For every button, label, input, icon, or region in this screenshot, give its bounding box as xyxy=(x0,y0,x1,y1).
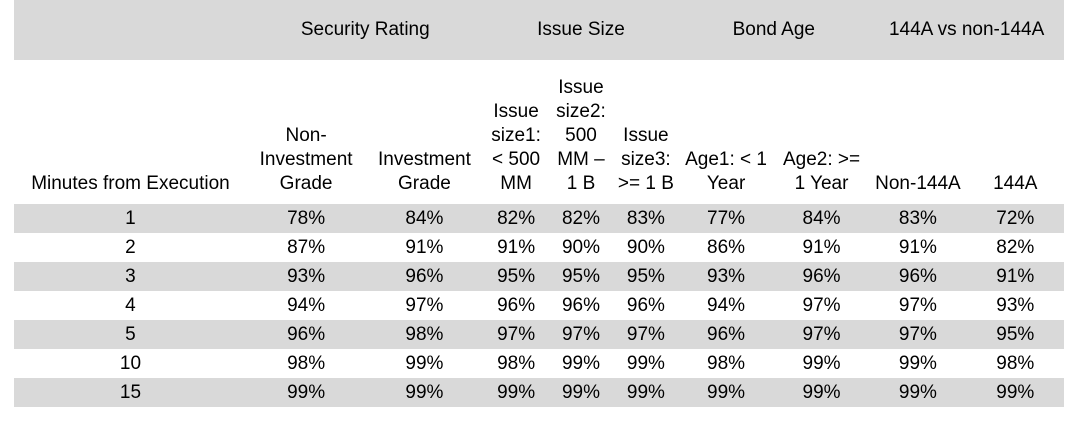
cell-non-144a: 83% xyxy=(869,204,966,233)
group-header-row xyxy=(14,0,1064,60)
cell-issue-size3: 83% xyxy=(613,204,678,233)
cell-age2: 91% xyxy=(774,233,869,262)
table-row xyxy=(14,262,1064,291)
cell-issue-size2: 95% xyxy=(549,262,614,291)
table-row xyxy=(14,349,1064,378)
table-row xyxy=(14,291,1064,320)
cell-issue-size2: 99% xyxy=(549,349,614,378)
cell-144a: 98% xyxy=(967,349,1064,378)
cell-age2: 97% xyxy=(774,320,869,349)
cell-age1: 96% xyxy=(678,320,773,349)
cell-non-144a: 97% xyxy=(869,291,966,320)
cell-age1: 98% xyxy=(678,349,773,378)
cell-non-investment-grade: 78% xyxy=(247,204,365,233)
cell-issue-size2: 82% xyxy=(549,204,614,233)
cell-non-144a: 99% xyxy=(869,349,966,378)
cell-issue-size1: 98% xyxy=(484,349,549,378)
cell-minutes: 1 xyxy=(14,204,247,233)
group-header-security-rating: Security Rating xyxy=(247,0,484,60)
cell-age1: 94% xyxy=(678,291,773,320)
column-header-minutes-from-execution: Minutes from Execution xyxy=(14,60,247,204)
cell-144a: 82% xyxy=(967,233,1064,262)
cell-minutes: 2 xyxy=(14,233,247,262)
cell-investment-grade: 99% xyxy=(365,378,483,407)
cell-investment-grade: 91% xyxy=(365,233,483,262)
cell-investment-grade: 99% xyxy=(365,349,483,378)
cell-144a: 93% xyxy=(967,291,1064,320)
cell-issue-size1: 82% xyxy=(484,204,549,233)
cell-issue-size2: 96% xyxy=(549,291,614,320)
column-header-age1: Age1: < 1 Year xyxy=(678,60,773,204)
group-header-blank xyxy=(14,0,247,60)
cell-investment-grade: 84% xyxy=(365,204,483,233)
cell-investment-grade: 96% xyxy=(365,262,483,291)
cell-non-investment-grade: 87% xyxy=(247,233,365,262)
column-header-non-144a: Non-144A xyxy=(869,60,966,204)
cell-non-144a: 97% xyxy=(869,320,966,349)
column-header-age2: Age2: >= 1 Year xyxy=(774,60,869,204)
cell-issue-size2: 97% xyxy=(549,320,614,349)
cell-age1: 93% xyxy=(678,262,773,291)
cell-age2: 99% xyxy=(774,378,869,407)
cell-age2: 84% xyxy=(774,204,869,233)
cell-144a: 91% xyxy=(967,262,1064,291)
cell-non-investment-grade: 94% xyxy=(247,291,365,320)
cell-issue-size1: 91% xyxy=(484,233,549,262)
cell-minutes: 3 xyxy=(14,262,247,291)
cell-issue-size3: 95% xyxy=(613,262,678,291)
cell-investment-grade: 97% xyxy=(365,291,483,320)
cell-issue-size3: 99% xyxy=(613,378,678,407)
cell-age2: 96% xyxy=(774,262,869,291)
cell-non-144a: 99% xyxy=(869,378,966,407)
cell-issue-size3: 90% xyxy=(613,233,678,262)
group-header-bond-age: Bond Age xyxy=(678,0,869,60)
table-row xyxy=(14,204,1064,233)
cell-age1: 86% xyxy=(678,233,773,262)
group-header-144a: 144A vs non-144A xyxy=(869,0,1064,60)
cell-issue-size3: 96% xyxy=(613,291,678,320)
cell-issue-size3: 97% xyxy=(613,320,678,349)
cell-issue-size2: 99% xyxy=(549,378,614,407)
cell-144a: 95% xyxy=(967,320,1064,349)
cell-issue-size3: 99% xyxy=(613,349,678,378)
cell-non-investment-grade: 96% xyxy=(247,320,365,349)
table-row xyxy=(14,320,1064,349)
cell-issue-size1: 97% xyxy=(484,320,549,349)
bond-execution-table xyxy=(14,0,1064,407)
cell-non-investment-grade: 93% xyxy=(247,262,365,291)
cell-age2: 99% xyxy=(774,349,869,378)
group-header-issue-size: Issue Size xyxy=(484,0,679,60)
cell-investment-grade: 98% xyxy=(365,320,483,349)
cell-age2: 97% xyxy=(774,291,869,320)
table-row xyxy=(14,378,1064,407)
cell-issue-size1: 95% xyxy=(484,262,549,291)
column-header-investment-grade: Investment Grade xyxy=(365,60,483,204)
column-header-issue-size1: Issue size1: < 500 MM xyxy=(484,60,549,204)
cell-minutes: 4 xyxy=(14,291,247,320)
table-row xyxy=(14,233,1064,262)
cell-issue-size1: 96% xyxy=(484,291,549,320)
column-header-non-investment-grade: Non-Investment Grade xyxy=(247,60,365,204)
cell-minutes: 10 xyxy=(14,349,247,378)
table-head xyxy=(14,0,1064,204)
column-header-row xyxy=(14,60,1064,204)
cell-minutes: 5 xyxy=(14,320,247,349)
cell-age1: 77% xyxy=(678,204,773,233)
column-header-issue-size2: Issue size2: 500 MM – 1 B xyxy=(549,60,614,204)
cell-non-investment-grade: 99% xyxy=(247,378,365,407)
cell-144a: 72% xyxy=(967,204,1064,233)
column-header-issue-size3: Issue size3: >= 1 B xyxy=(613,60,678,204)
cell-issue-size2: 90% xyxy=(549,233,614,262)
cell-issue-size1: 99% xyxy=(484,378,549,407)
cell-minutes: 15 xyxy=(14,378,247,407)
cell-non-144a: 96% xyxy=(869,262,966,291)
cell-non-investment-grade: 98% xyxy=(247,349,365,378)
table-body xyxy=(14,204,1064,407)
cell-non-144a: 91% xyxy=(869,233,966,262)
column-header-144a: 144A xyxy=(967,60,1064,204)
cell-144a: 99% xyxy=(967,378,1064,407)
cell-age1: 99% xyxy=(678,378,773,407)
